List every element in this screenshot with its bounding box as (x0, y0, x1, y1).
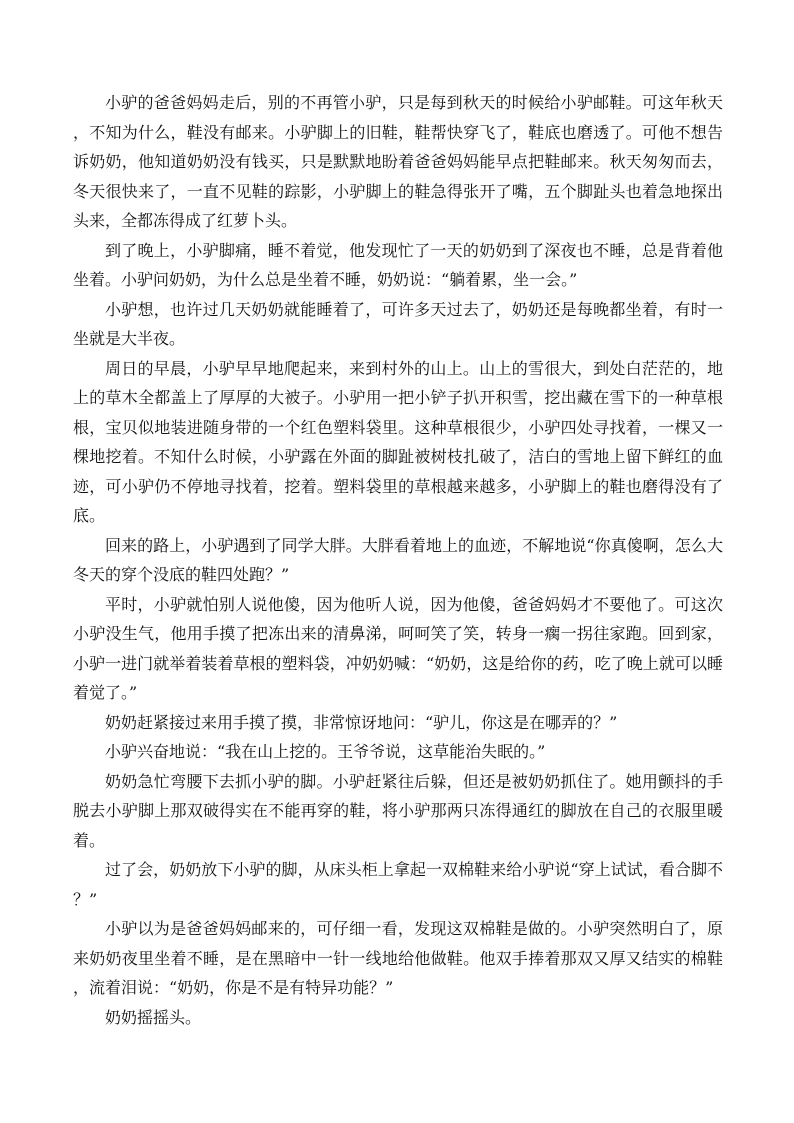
paragraph: 奶奶急忙弯腰下去抓小驴的脚。小驴赶紧往后躲，但还是被奶奶抓住了。她用颤抖的手脱去小驴脚上那双破得实在不能再穿的鞋，将小驴那两只冻得通红的脚放在自己的衣服里暖着。 (73, 771, 723, 850)
paragraph: 小驴以为是爸爸妈妈邮来的，可仔细一看，发现这双棉鞋是做的。小驴突然明白了，原来奶奶夜里坐着不睡，是在黑暗中一针一线地给他做鞋。他双手捧着那双又厚又结实的棉鞋，流着泪说：“奶奶，你是不是有特异功能？” (73, 919, 723, 997)
paragraph: 回来的路上，小驴遇到了同学大胖。大胖看着地上的血迹，不解地说“你真傻啊，怎么大冬天的穿个没底的鞋四处跑？” (73, 535, 723, 584)
paragraph: 周日的早晨，小驴早早地爬起来，来到村外的山上。山上的雪很大，到处白茫茫的，地上的草木全都盖上了厚厚的大被子。小驴用一把小铲子扒开积雪，挖出藏在雪下的一种草根根，宝贝似地装进随身带的一个红色塑料袋里。这种草根很少，小驴四处寻找着，一棵又一棵地挖着。不知什么时候，小驴露在外面的脚趾被树枝扎破了，洁白的雪地上留下鲜红的血迹，可小驴仍不停地寻找着，挖着。塑料袋里的草根越来越多，小驴脚上的鞋也磨得没有了底。 (73, 358, 723, 525)
paragraph: 奶奶赶紧接过来用手摸了摸，非常惊讶地问：“驴儿，你这是在哪弄的？” (105, 712, 618, 732)
paragraph: 小驴的爸爸妈妈走后，别的不再管小驴，只是每到秋天的时候给小驴邮鞋。可这年秋天，不知为什么，鞋没有邮来。小驴脚上的旧鞋，鞋帮快穿飞了，鞋底也磨透了。可他不想告诉奶奶，他知道奶奶没有钱买，只是默默地盼着爸爸妈妈能早点把鞋邮来。秋天匆匆而去，冬天很快来了，一直不见鞋的踪影，小驴脚上的鞋急得张开了嘴，五个脚趾头也着急地探出头来，全都冻得成了红萝卜头。 (73, 93, 723, 230)
paragraph: 小驴想，也许过几天奶奶就能睡着了，可许多天过去了，奶奶还是每晚都坐着，有时一坐就是大半夜。 (73, 299, 723, 348)
paragraph: 奶奶摇摇头。 (105, 1007, 202, 1027)
paragraph: 到了晚上，小驴脚痛，睡不着觉，他发现忙了一天的奶奶到了深夜也不睡，总是背着他坐着。小驴问奶奶，为什么总是坐着不睡，奶奶说：“躺着累，坐一会。” (73, 240, 723, 289)
document-page (73, 88, 723, 1032)
paragraph: 小驴兴奋地说：“我在山上挖的。王爷爷说，这草能治失眠的。” (105, 742, 546, 761)
paragraph: 过了会，奶奶放下小驴的脚，从床头柜上拿起一双棉鞋来给小驴说“穿上试试，看合脚不？” (73, 860, 723, 909)
paragraph: 平时，小驴就怕别人说他傻，因为他听人说，因为他傻，爸爸妈妈才不要他了。可这次小驴没生气，他用手摸了把冻出来的清鼻涕，呵呵笑了笑，转身一瘸一拐往家跑。回到家，小驴一进门就举着装着草根的塑料袋，冲奶奶喊：“奶奶，这是给你的药，吃了晚上就可以睡着觉了。” (73, 594, 723, 702)
